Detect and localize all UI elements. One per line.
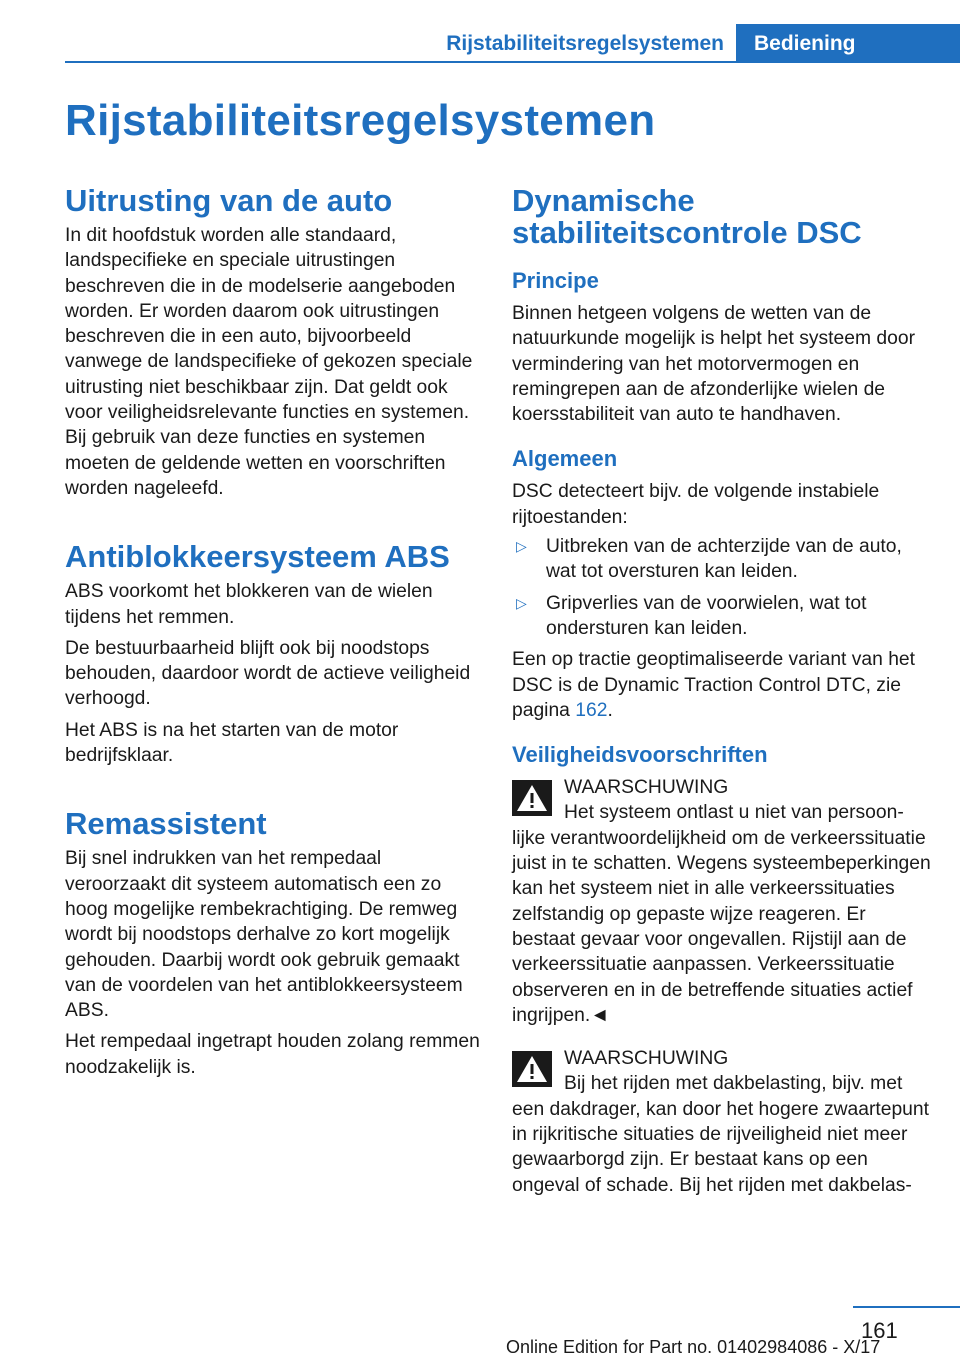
warning-label: WAARSCHUWING <box>564 777 729 799</box>
algemeen-list <box>512 534 932 641</box>
warning-triangle-icon <box>512 1051 552 1087</box>
algemeen-after-end: . <box>607 699 613 721</box>
remassistent-paragraph-2: Het rempedaal ingetrapt houden zolang remmen noodzakelijk is. <box>65 1031 480 1078</box>
triangle-bullet-icon: ▷ <box>516 594 527 611</box>
abs-paragraph-2: De bestuurbaarheid blijft ook bij noodstops behouden, daardoor wordt de actieve veiligheid verhoogd. <box>65 637 471 710</box>
header-section-title: Rijstabiliteitsregelsystemen <box>446 32 724 55</box>
warning-text-first-line: Het systeem ontlast u niet van persoon- <box>564 802 904 824</box>
warning-label: WAARSCHUWING <box>564 1048 729 1070</box>
algemeen-intro: DSC detecteert bijv. de volgende instabiele rijtoestanden: <box>512 481 880 528</box>
heading-abs: Antiblokkeersysteem ABS <box>65 539 450 575</box>
left-column <box>65 185 482 1080</box>
abs-paragraph-3: Het ABS is na het starten van de motor bedrijfsklaar. <box>65 719 399 767</box>
heading-algemeen: Algemeen <box>512 446 618 472</box>
warning-text-rest: een dakdrager, kan door het hogere zwaartepunt in rijkritische situaties de rijveiligheid niet meer gewaarborgd zijn. Er bestaat kans op een ongeval of schade. Bij het rijden met dakbelas- <box>512 1098 929 1196</box>
list-item <box>512 591 932 642</box>
heading-uitrusting: Uitrusting van de auto <box>65 183 393 218</box>
page-title: Rijstabiliteitsregelsystemen <box>65 96 656 145</box>
page-reference-link[interactable]: 162 <box>575 699 608 721</box>
heading-principe: Principe <box>512 268 599 293</box>
warning-text <box>512 800 932 1028</box>
warning-triangle-icon <box>512 780 552 816</box>
warning-text-first-line: Bij het rijden met dakbelasting, bijv. met <box>564 1073 903 1095</box>
heading-remassistent: Remassistent <box>65 806 267 842</box>
list-item-text: Uitbreken van de achterzijde van de auto, wat tot oversturen kan leiden. <box>546 536 902 583</box>
principe-body: Binnen hetgeen volgens de wetten van de natuurkunde mogelijk is helpt het systeem door vermindering van het motorvermogen en remingrepen aan de afzonderlijke wielen de koersstabiliteit van auto te handhaven. <box>512 303 915 426</box>
page-number: 161 <box>861 1318 898 1343</box>
list-item-text: Gripverlies van de voorwielen, wat tot ondersturen kan leiden. <box>546 592 867 639</box>
algemeen-after <box>512 647 932 723</box>
remassistent-paragraph-1: Bij snel indrukken van het rempedaal veroorzaakt dit systeem automatisch een zo hoog mogelijke rembekrachtiging. De remweg wordt bij noodstops derhalve zo kort mogelijk gehouden. Daarbij wordt ook gebruik gemaakt van de voordelen van het antiblokkeersysteem ABS. <box>65 848 463 1022</box>
edition-footer: Online Edition for Part no. 01402984086 - X/17 <box>506 1337 881 1357</box>
warning-block <box>512 1046 932 1198</box>
footer-rule <box>853 1306 960 1308</box>
warning-block <box>512 775 932 1028</box>
heading-dsc: Dynamische stabiliteitscontrole DSC <box>512 183 862 250</box>
triangle-bullet-icon: ▷ <box>516 538 527 555</box>
header-chapter-label: Bediening <box>754 31 856 55</box>
abs-paragraph-1: ABS voorkomt het blokkeren van de wielen tijdens het remmen. <box>65 581 433 628</box>
header-chapter-tab[interactable] <box>736 24 960 63</box>
warning-text-rest: lijke verantwoordelijkheid om de verkeerssituatie juist in te schatten. Wegens systeembeperkingen kan het systeem niet in alle verkeerssituaties zelfstandig op gepaste wijze reageren. Er bestaat gevaar voor ongevallen. Rijstijl aan de verkeerssituatie aanpassen. Verkeerssituatie observeren en in de betreffende situaties actief ingrijpen.◄ <box>512 827 931 1026</box>
uitrusting-body: In dit hoofdstuk worden alle standaard, landspecifieke en speciale uitrustingen beschreven die in de modelserie aangeboden worden. Er worden daarom ook uitrustingen beschreven die in een auto, bijvoorbeeld vanwege de landspecifieke of gekozen speciale uitrusting niet beschikbaar zijn. Dat geldt ook voor veiligheidsrelevante functies en systemen. Bij gebruik van deze functies en systemen moeten de geldende wetten en voorschriften worden nageleefd. <box>65 225 473 499</box>
heading-veiligheid: Veiligheidsvoorschriften <box>512 742 768 768</box>
warning-text <box>512 1071 932 1197</box>
right-column <box>512 185 932 1198</box>
list-item <box>512 534 932 585</box>
algemeen-after-text: Een op tractie geoptimaliseerde variant van het DSC is de Dynamic Traction Control DTC, zie pagina <box>512 649 916 721</box>
header-rule <box>65 61 960 63</box>
